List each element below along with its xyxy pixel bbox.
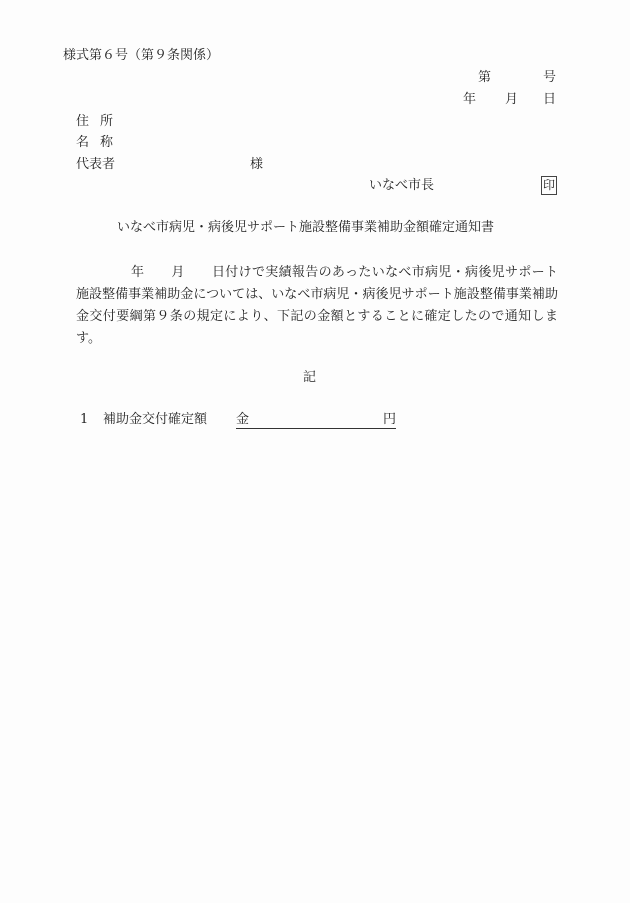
date-year-label: 年: [463, 92, 477, 107]
item-number: 1: [80, 412, 89, 427]
document-title: いなべ市病児・病後児サポート施設整備事業補助金額確定通知書: [117, 220, 495, 235]
form-number: 様式第６号（第９条関係）: [63, 48, 220, 63]
body-text: 日付けで実績報告のあったいなべ市病児・病後児サポート施設整備事業補助金については、いなべ市病児・病後児サポート施設整備事業補助金交付要綱第９条の規定により、下記の金額とすることに確定したので通知します。: [76, 265, 558, 346]
body-year: 年: [130, 265, 144, 280]
name-label: 名称: [76, 135, 125, 150]
item-label: 補助金交付確定額: [103, 412, 208, 427]
address-label: 住所: [76, 114, 125, 129]
document-number-prefix: 第: [478, 70, 492, 85]
document-number-suffix: 号: [543, 70, 557, 85]
amount-field: [236, 412, 396, 429]
ki-heading: 記: [303, 370, 317, 385]
body-paragraph: [76, 262, 558, 350]
date-month-label: 月: [505, 92, 519, 107]
date-day-label: 日: [543, 92, 557, 107]
representative-label: 代表者: [76, 157, 116, 172]
seal-mark: 印: [541, 176, 557, 195]
sender-title: いなべ市長: [369, 178, 435, 193]
honorific: 様: [250, 157, 264, 172]
amount-suffix: 円: [382, 412, 396, 427]
amount-prefix: 金: [236, 412, 250, 427]
body-month: 月: [171, 265, 185, 280]
